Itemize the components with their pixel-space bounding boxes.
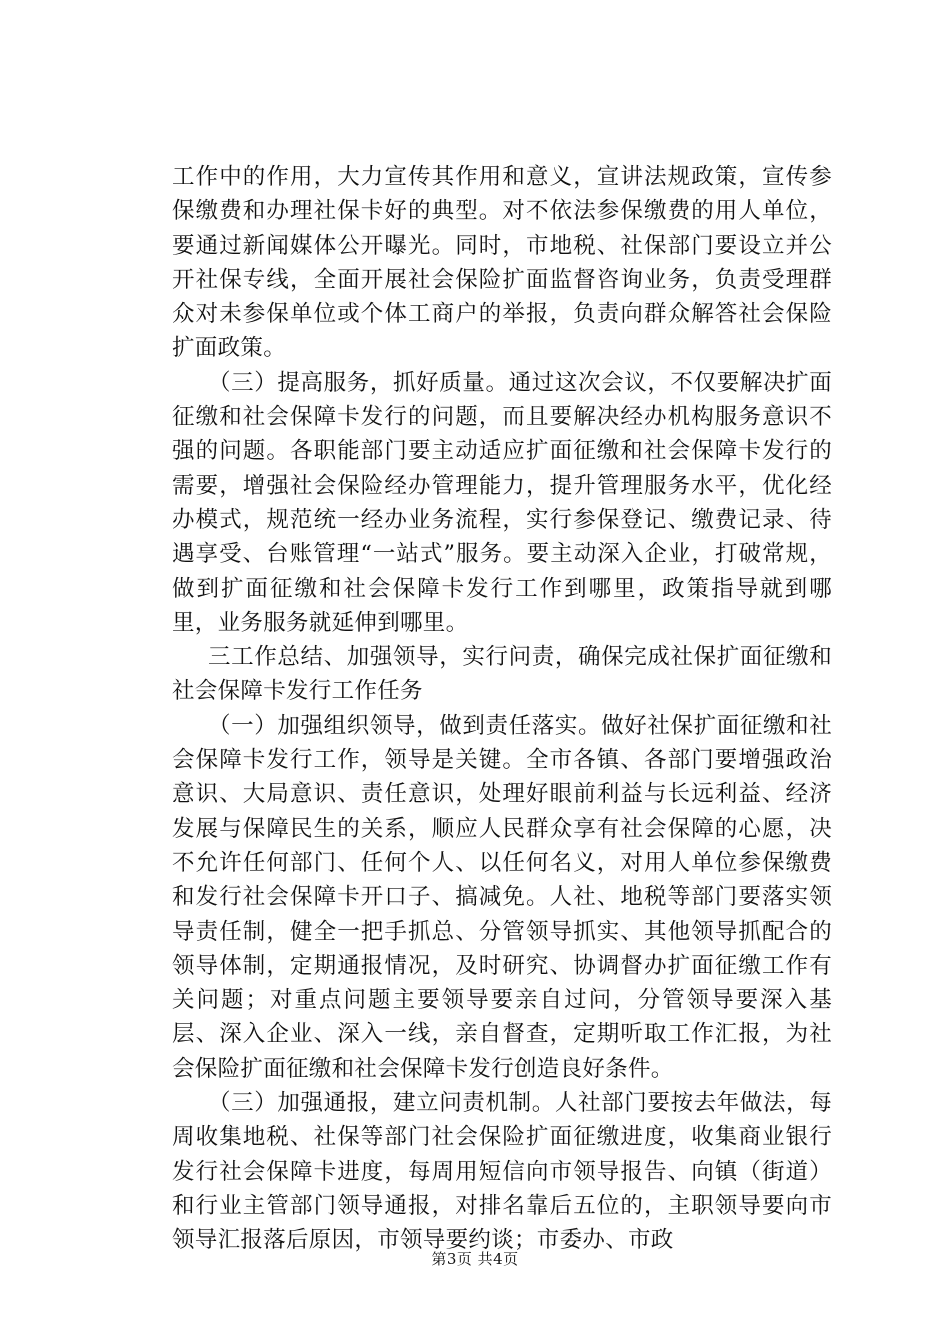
paragraph-improve-service: （三）提高服务，抓好质量。通过这次会议，不仅要解决扩面征缴和社会保障卡发行的问题，而且要解决经办机构服务意识不强的问题。各职能部门要主动适应扩面征缴和社会保障卡发行的需要，增强社会保险经办管理能力，提升管理服务水平，优化经办模式，规范统一经办业务流程，实行参保登记、缴费记录、待遇享受、台账管理“一站式”服务。要主动深入企业，打破常规，做到扩面征缴和社会保障卡发行工作到哪里，政策指导就到哪里，业务服务就延伸到哪里。 bbox=[172, 369, 832, 636]
page-number-footer: 第3页 共4页 bbox=[431, 1250, 519, 1268]
paragraph-strengthen-leadership: （一）加强组织领导，做到责任落实。做好社保扩面征缴和社会保障卡发行工作，领导是关键。全市各镇、各部门要增强政治意识、大局意识、责任意识，处理好眼前利益与长远利益、经济发展与保障民生的关系，顺应人民群众享有社会保障的心愿，决不允许任何部门、任何个人、以任何名义，对用人单位参保缴费和发行社会保障卡开口子、搞减免。人社、地税等部门要落实领导责任制，健全一把手抓总、分管领导抓实、其他领导抓配合的领导体制，定期通报情况，及时研究、协调督办扩面征缴工作有关问题；对重点问题主要领导要亲自过问，分管领导要深入基层、深入企业、深入一线，亲自督查，定期听取工作汇报，为社会保险扩面征缴和社会保障卡发行创造良好条件。 bbox=[172, 712, 832, 1082]
section-heading-three: 三工作总结、加强领导，实行问责，确保完成社保扩面征缴和社会保障卡发行工作任务 bbox=[172, 644, 832, 705]
paragraph-continuation: 工作中的作用，大力宣传其作用和意义，宣讲法规政策，宣传参保缴费和办理社保卡好的典型。对不依法参保缴费的用人单位，要通过新闻媒体公开曝光。同时，市地税、社保部门要设立并公开社保专线，全面开展社会保险扩面监督咨询业务，负责受理群众对未参保单位或个体工商户的举报，负责向群众解答社会保险扩面政策。 bbox=[172, 164, 832, 362]
paragraph-accountability: （三）加强通报，建立问责机制。人社部门要按去年做法，每周收集地税、社保等部门社会保险扩面征缴进度，收集商业银行发行社会保障卡进度，每周用短信向市领导报告、向镇（街道）和行业主管部门领导通报，对排名靠后五位的，主职领导要向市领导汇报落后原因，市领导要约谈；市委办、市政 bbox=[172, 1090, 832, 1254]
document-body bbox=[172, 160, 832, 1258]
